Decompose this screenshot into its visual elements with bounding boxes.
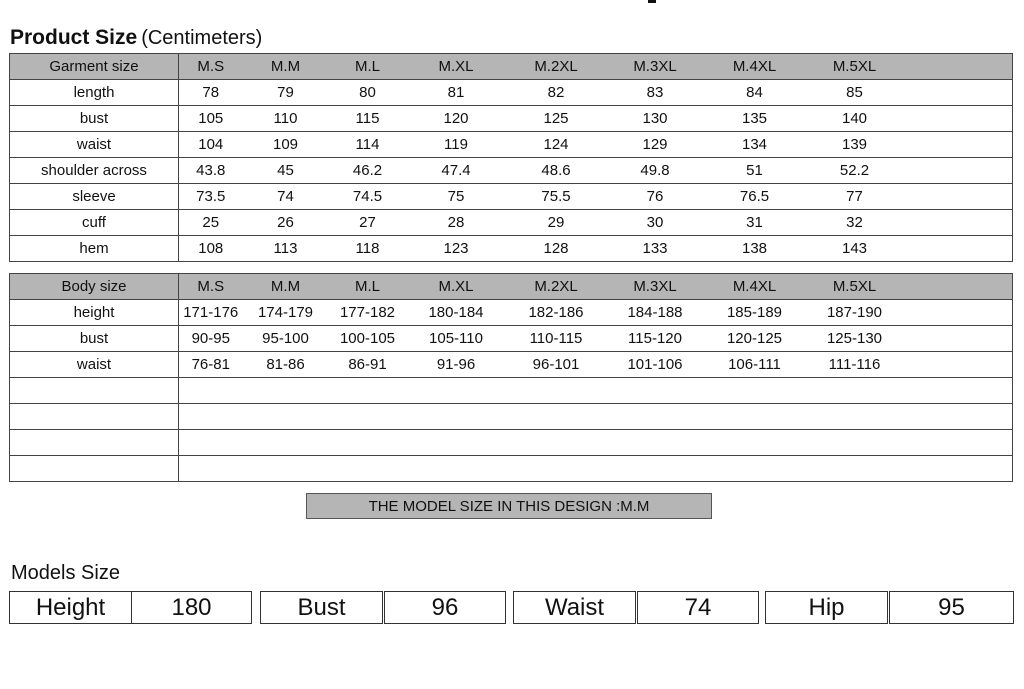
spacer-cell [904,132,1013,158]
value-cell: 46.2 [329,158,407,184]
value-cell: 106-111 [704,352,806,378]
title-unit: (Centimeters) [141,27,263,49]
size-header-cell: M.L [329,54,407,80]
model-waist-value: 74 [637,591,759,624]
value-cell: 84 [704,80,806,106]
value-cell: 118 [329,236,407,262]
value-cell: 74.5 [329,184,407,210]
empty-value-cell [179,404,1013,430]
value-cell: 111-116 [806,352,904,378]
spacer-cell [904,184,1013,210]
value-cell: 26 [243,210,329,236]
spacer-cell [904,210,1013,236]
value-cell: 85 [806,80,904,106]
empty-row [10,456,1013,482]
spacer-cell [904,106,1013,132]
value-cell: 115 [329,106,407,132]
table-header-row [10,54,1013,80]
value-cell: 105-110 [407,326,506,352]
spacer-cell [904,300,1013,326]
title-main: Product Size [10,26,138,49]
value-cell: 187-190 [806,300,904,326]
model-height-value: 180 [131,591,252,624]
empty-label-cell [10,430,179,456]
model-height-label: Height [9,591,132,624]
size-header-cell: M.S [179,54,243,80]
value-cell: 109 [243,132,329,158]
value-cell: 125 [506,106,607,132]
models-size-row [9,591,1014,625]
value-cell: 139 [806,132,904,158]
model-bust-value: 96 [384,591,506,624]
header-label-cell: Body size [10,274,179,300]
row-label-cell: cuff [10,210,179,236]
value-cell: 90-95 [179,326,243,352]
value-cell: 79 [243,80,329,106]
value-cell: 28 [407,210,506,236]
value-cell: 27 [329,210,407,236]
value-cell: 110 [243,106,329,132]
table-row [10,80,1013,106]
spacer-cell [904,54,1013,80]
value-cell: 171-176 [179,300,243,326]
table-row [10,352,1013,378]
value-cell: 86-91 [329,352,407,378]
value-cell: 96-101 [506,352,607,378]
size-header-cell: M.L [329,274,407,300]
table-header-row [10,274,1013,300]
empty-value-cell [179,430,1013,456]
value-cell: 82 [506,80,607,106]
model-size-banner: THE MODEL SIZE IN THIS DESIGN :M.M [306,493,712,519]
value-cell: 43.8 [179,158,243,184]
spacer-cell [904,274,1013,300]
value-cell: 129 [607,132,704,158]
value-cell: 100-105 [329,326,407,352]
value-cell: 104 [179,132,243,158]
empty-label-cell [10,378,179,404]
body-size-table [9,273,1013,482]
value-cell: 30 [607,210,704,236]
value-cell: 143 [806,236,904,262]
models-size-title: Models Size [11,562,120,584]
spacer-cell [904,352,1013,378]
value-cell: 80 [329,80,407,106]
value-cell: 32 [806,210,904,236]
garment-size-table [9,53,1013,262]
empty-label-cell [10,404,179,430]
empty-value-cell [179,456,1013,482]
row-label-cell: length [10,80,179,106]
value-cell: 75.5 [506,184,607,210]
size-header-cell: M.5XL [806,54,904,80]
value-cell: 101-106 [607,352,704,378]
value-cell: 119 [407,132,506,158]
value-cell: 110-115 [506,326,607,352]
row-label-cell: waist [10,132,179,158]
row-label-cell: waist [10,352,179,378]
value-cell: 185-189 [704,300,806,326]
model-bust-label: Bust [260,591,383,624]
size-header-cell: M.3XL [607,274,704,300]
value-cell: 108 [179,236,243,262]
size-header-cell: M.4XL [704,54,806,80]
model-hip-value: 95 [889,591,1014,624]
value-cell: 135 [704,106,806,132]
row-label-cell: bust [10,326,179,352]
header-label-cell: Garment size [10,54,179,80]
table-row [10,132,1013,158]
size-header-cell: M.M [243,54,329,80]
value-cell: 73.5 [179,184,243,210]
model-hip-label: Hip [765,591,888,624]
size-header-cell: M.XL [407,54,506,80]
value-cell: 29 [506,210,607,236]
empty-row [10,430,1013,456]
value-cell: 45 [243,158,329,184]
value-cell: 75 [407,184,506,210]
value-cell: 77 [806,184,904,210]
size-header-cell: M.XL [407,274,506,300]
value-cell: 130 [607,106,704,132]
value-cell: 124 [506,132,607,158]
row-label-cell: shoulder across [10,158,179,184]
value-cell: 174-179 [243,300,329,326]
row-label-cell: height [10,300,179,326]
value-cell: 177-182 [329,300,407,326]
value-cell: 81 [407,80,506,106]
value-cell: 125-130 [806,326,904,352]
empty-row [10,378,1013,404]
size-header-cell: M.S [179,274,243,300]
value-cell: 48.6 [506,158,607,184]
value-cell: 51 [704,158,806,184]
value-cell: 76.5 [704,184,806,210]
value-cell: 76-81 [179,352,243,378]
row-label-cell: sleeve [10,184,179,210]
value-cell: 113 [243,236,329,262]
value-cell: 120-125 [704,326,806,352]
empty-label-cell [10,456,179,482]
product-size-title [10,26,262,50]
table-row [10,300,1013,326]
table-row [10,210,1013,236]
value-cell: 49.8 [607,158,704,184]
value-cell: 91-96 [407,352,506,378]
size-header-cell: M.3XL [607,54,704,80]
value-cell: 180-184 [407,300,506,326]
value-cell: 120 [407,106,506,132]
empty-value-cell [179,378,1013,404]
model-waist-label: Waist [513,591,636,624]
value-cell: 133 [607,236,704,262]
value-cell: 114 [329,132,407,158]
value-cell: 105 [179,106,243,132]
value-cell: 115-120 [607,326,704,352]
value-cell: 182-186 [506,300,607,326]
size-header-cell: M.2XL [506,54,607,80]
value-cell: 81-86 [243,352,329,378]
table-row [10,236,1013,262]
value-cell: 31 [704,210,806,236]
value-cell: 134 [704,132,806,158]
spacer-cell [904,80,1013,106]
spacer-cell [904,326,1013,352]
value-cell: 25 [179,210,243,236]
size-header-cell: M.4XL [704,274,806,300]
table-row [10,184,1013,210]
value-cell: 95-100 [243,326,329,352]
table-row [10,326,1013,352]
empty-row [10,404,1013,430]
spacer-cell [904,158,1013,184]
row-label-cell: hem [10,236,179,262]
value-cell: 74 [243,184,329,210]
value-cell: 83 [607,80,704,106]
size-header-cell: M.5XL [806,274,904,300]
value-cell: 76 [607,184,704,210]
table-row [10,158,1013,184]
value-cell: 78 [179,80,243,106]
value-cell: 140 [806,106,904,132]
row-label-cell: bust [10,106,179,132]
size-header-cell: M.2XL [506,274,607,300]
value-cell: 52.2 [806,158,904,184]
spacer-cell [904,236,1013,262]
value-cell: 47.4 [407,158,506,184]
value-cell: 184-188 [607,300,704,326]
table-row [10,106,1013,132]
top-decoration-mark [648,0,656,3]
size-header-cell: M.M [243,274,329,300]
value-cell: 128 [506,236,607,262]
value-cell: 138 [704,236,806,262]
value-cell: 123 [407,236,506,262]
